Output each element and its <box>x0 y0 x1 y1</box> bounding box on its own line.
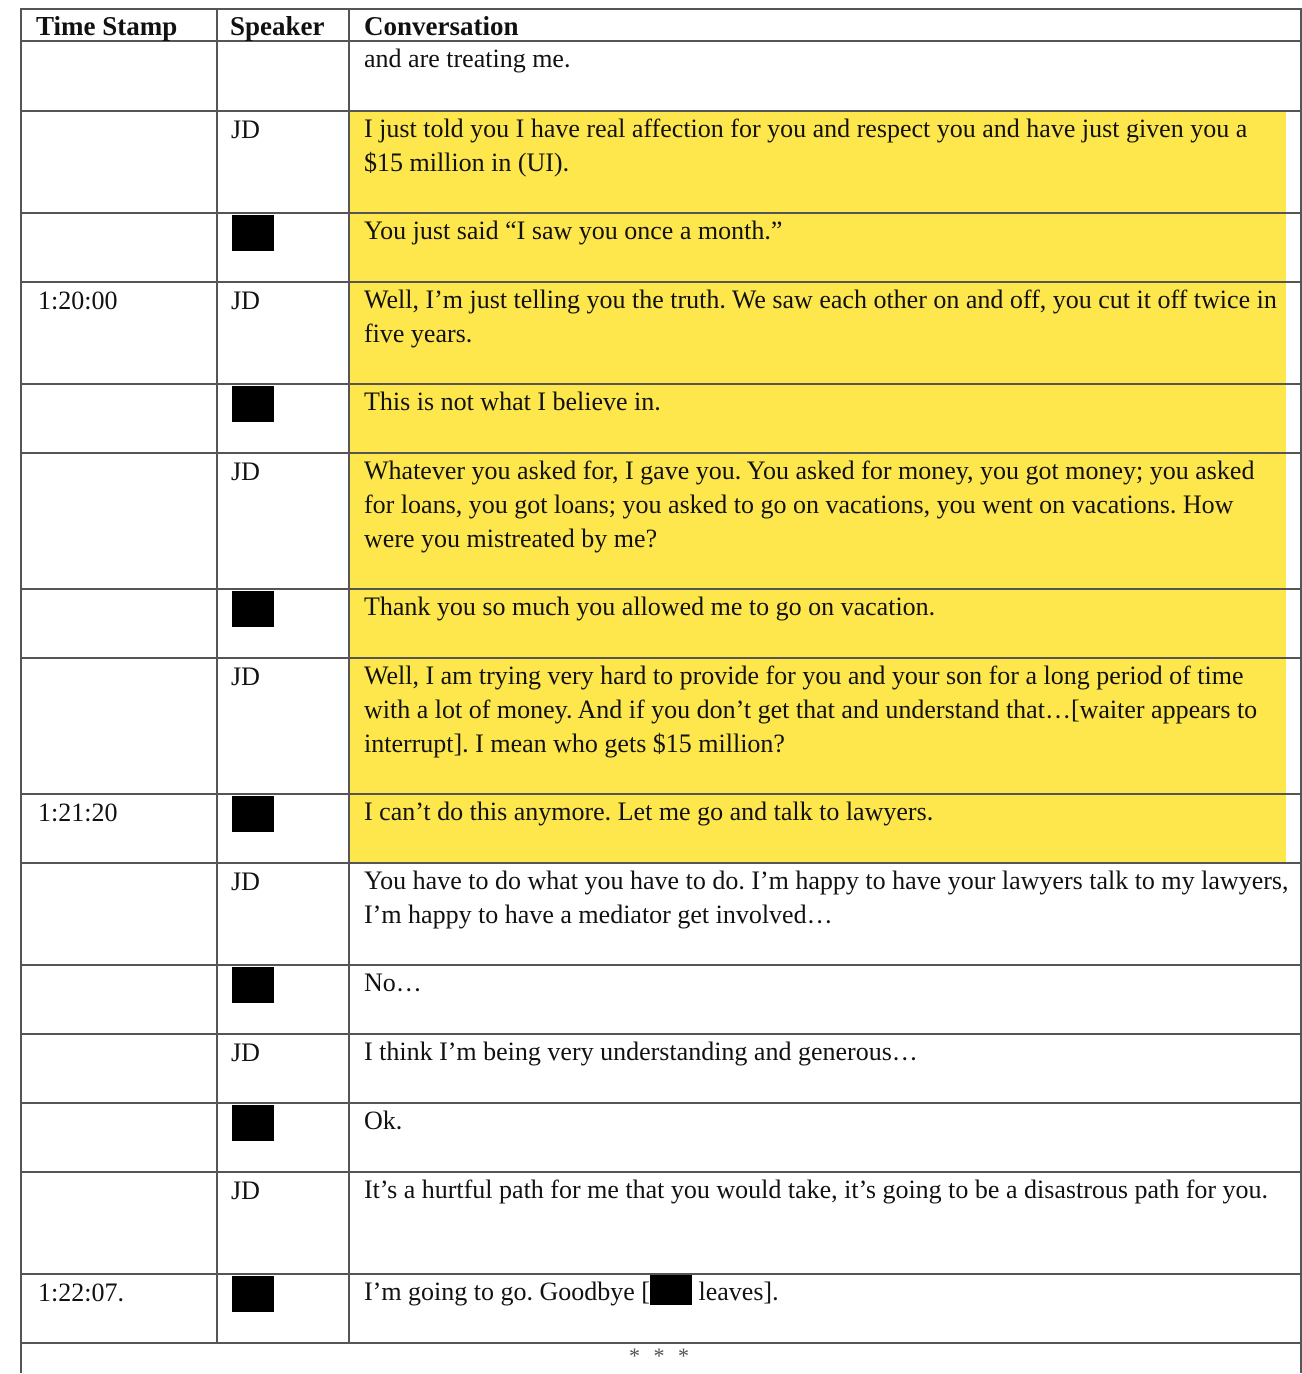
redacted-speaker <box>232 1105 274 1141</box>
conversation-cell <box>349 1274 1301 1343</box>
conversation-cell <box>349 1172 1301 1274</box>
speaker-name <box>231 42 348 43</box>
speaker-name: JD <box>231 286 260 315</box>
table-row <box>21 965 1301 1034</box>
timestamp-text <box>38 112 216 113</box>
conversation-cell <box>349 658 1301 794</box>
conversation-text: Thank you so much you allowed me to go on vacation. <box>364 592 936 621</box>
conversation-text: I think I’m being very understanding and generous… <box>364 1037 918 1066</box>
conversation-text: and are treating me. <box>364 44 571 73</box>
timestamp-cell <box>21 282 217 384</box>
table-row <box>21 453 1301 589</box>
conversation-text: Ok. <box>364 1106 403 1135</box>
conversation-cell <box>349 589 1301 658</box>
timestamp-text <box>38 214 216 215</box>
speaker-cell <box>217 384 349 453</box>
conversation-cell <box>349 1103 1301 1172</box>
timestamp-cell <box>21 1103 217 1172</box>
speaker-cell <box>217 41 349 111</box>
speaker-cell <box>217 1172 349 1274</box>
conversation-text-after: leaves]. <box>691 1277 779 1306</box>
conversation-text: You have to do what you have to do. I’m happy to have your lawyers talk to my lawyers, I’m happy to have a mediator get involved… <box>364 866 1289 929</box>
speaker-cell <box>217 111 349 213</box>
timestamp-text <box>38 42 216 43</box>
table-row <box>21 658 1301 794</box>
conversation-text: Well, I’m just telling you the truth. We saw each other on and off, you cut it off twice in five years. <box>364 285 1277 348</box>
header-row <box>21 9 1301 41</box>
timestamp-cell <box>21 1172 217 1274</box>
redacted-name <box>650 1275 692 1305</box>
header-conversation: Conversation <box>349 9 1301 41</box>
conversation-text: You just said “I saw you once a month.” <box>364 216 783 245</box>
speaker-name: JD <box>231 1038 260 1067</box>
conversation-cell <box>349 863 1301 965</box>
table-row <box>21 41 1301 111</box>
table-row <box>21 1103 1301 1172</box>
conversation-cell <box>349 794 1301 863</box>
speaker-cell <box>217 282 349 384</box>
timestamp-text <box>38 454 216 455</box>
conversation-cell <box>349 41 1301 111</box>
header-speaker: Speaker <box>217 9 349 41</box>
redacted-speaker <box>232 967 274 1003</box>
conversation-text: I just told you I have real affection for you and respect you and have just given you a $15 million in (UI). <box>364 114 1248 177</box>
footer-row <box>21 1343 1301 1373</box>
table-row <box>21 282 1301 384</box>
timestamp-cell <box>21 213 217 282</box>
speaker-name: JD <box>231 115 260 144</box>
timestamp-cell <box>21 965 217 1034</box>
timestamp-cell <box>21 453 217 589</box>
timestamp-text <box>38 590 216 591</box>
speaker-cell <box>217 453 349 589</box>
timestamp-text <box>38 385 216 386</box>
timestamp-text <box>38 1104 216 1105</box>
table-row <box>21 863 1301 965</box>
timestamp-cell <box>21 589 217 658</box>
table-row <box>21 1172 1301 1274</box>
timestamp-cell <box>21 384 217 453</box>
conversation-cell <box>349 453 1301 589</box>
timestamp-text <box>38 966 216 967</box>
speaker-name: JD <box>231 662 260 691</box>
speaker-cell <box>217 1274 349 1343</box>
conversation-cell <box>349 965 1301 1034</box>
timestamp-text <box>38 864 216 865</box>
speaker-cell <box>217 658 349 794</box>
table-row <box>21 794 1301 863</box>
timestamp-cell <box>21 111 217 213</box>
speaker-name: JD <box>231 1176 260 1205</box>
speaker-cell <box>217 1034 349 1103</box>
timestamp-text: 1:22:07. <box>38 1278 124 1307</box>
speaker-cell <box>217 589 349 658</box>
table-row <box>21 1274 1301 1343</box>
conversation-cell <box>349 1034 1301 1103</box>
header-timestamp: Time Stamp <box>21 9 217 41</box>
table-row <box>21 384 1301 453</box>
timestamp-cell <box>21 1274 217 1343</box>
conversation-cell <box>349 384 1301 453</box>
conversation-cell <box>349 213 1301 282</box>
conversation-text <box>364 1275 1290 1309</box>
conversation-cell <box>349 111 1301 213</box>
section-break: * * * <box>21 1343 1301 1373</box>
conversation-text: This is not what I believe in. <box>364 387 661 416</box>
transcript-body <box>21 41 1301 1343</box>
conversation-text-before: I’m going to go. Goodbye [ <box>364 1277 650 1306</box>
conversation-text: Whatever you asked for, I gave you. You asked for money, you got money; you asked for loans, you got loans; you asked to go on vacations, you went on vacations. How were you mistreated by me? <box>364 456 1255 553</box>
timestamp-text: 1:21:20 <box>38 798 118 827</box>
speaker-cell <box>217 794 349 863</box>
timestamp-cell <box>21 1034 217 1103</box>
conversation-text: Well, I am trying very hard to provide for you and your son for a long period of time with a lot of money. And if you don’t get that and understand that…[waiter appears to interrupt]. I mean who gets $15 million? <box>364 661 1258 758</box>
table-row <box>21 1034 1301 1103</box>
speaker-cell <box>217 965 349 1034</box>
conversation-cell <box>349 282 1301 384</box>
table-row <box>21 111 1301 213</box>
redacted-speaker <box>232 215 274 251</box>
transcript-table <box>20 8 1302 1373</box>
speaker-cell <box>217 1103 349 1172</box>
table-row <box>21 213 1301 282</box>
conversation-text: It’s a hurtful path for me that you would take, it’s going to be a disastrous path for you. <box>364 1175 1269 1204</box>
timestamp-text <box>38 1173 216 1174</box>
table-row <box>21 589 1301 658</box>
timestamp-text <box>38 1035 216 1036</box>
speaker-cell <box>217 863 349 965</box>
timestamp-text <box>38 659 216 660</box>
speaker-name: JD <box>231 457 260 486</box>
timestamp-cell <box>21 41 217 111</box>
timestamp-cell <box>21 794 217 863</box>
redacted-speaker <box>232 591 274 627</box>
conversation-text: I can’t do this anymore. Let me go and talk to lawyers. <box>364 797 934 826</box>
timestamp-cell <box>21 658 217 794</box>
speaker-name: JD <box>231 867 260 896</box>
conversation-text: No… <box>364 968 422 997</box>
redacted-speaker <box>232 1276 274 1312</box>
timestamp-cell <box>21 863 217 965</box>
redacted-speaker <box>232 796 274 832</box>
redacted-speaker <box>232 386 274 422</box>
timestamp-text: 1:20:00 <box>38 286 118 315</box>
speaker-cell <box>217 213 349 282</box>
